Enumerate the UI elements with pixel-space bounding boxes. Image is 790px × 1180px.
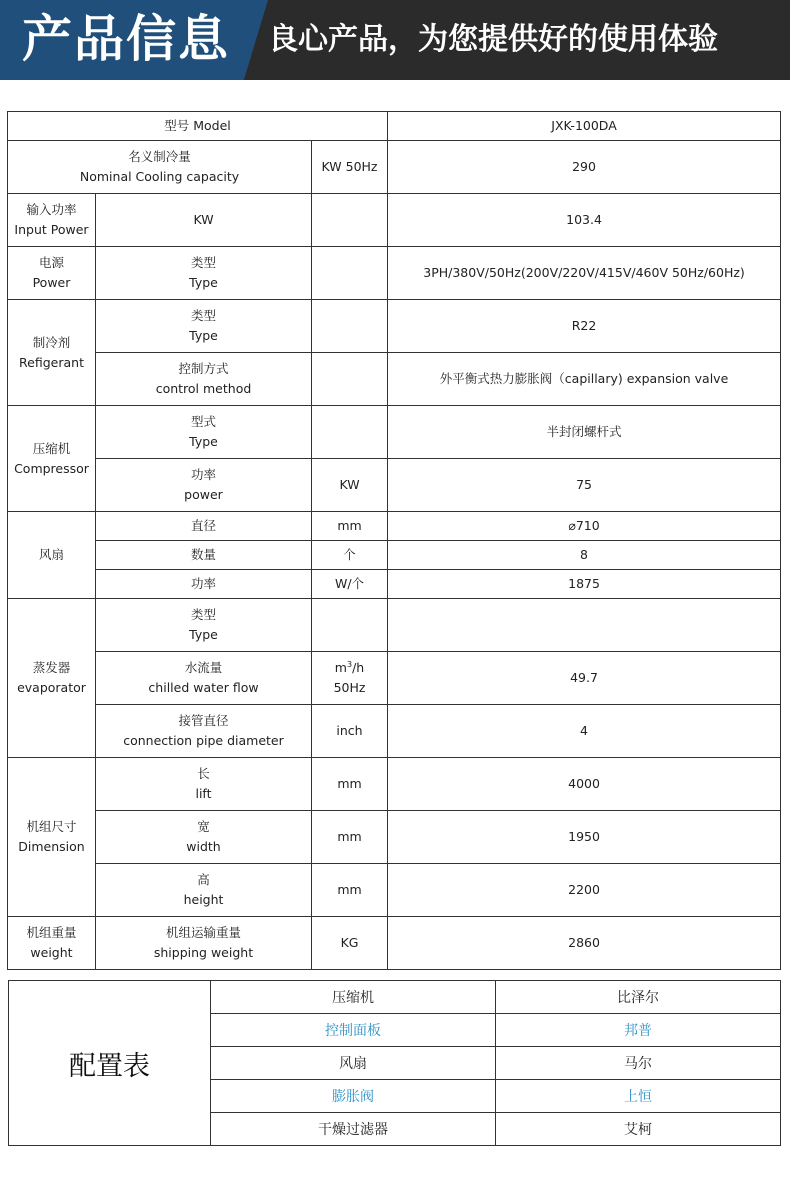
evaporator-flow-value: 49.7 — [388, 652, 781, 705]
refrigerant-label-cn: 制冷剂 — [32, 334, 71, 350]
empty-cell — [312, 406, 388, 459]
power-label — [8, 247, 96, 300]
dimension-length-cn: 长 — [197, 766, 210, 781]
evaporator-label — [8, 599, 96, 758]
weight-label-en: weight — [30, 945, 73, 960]
compressor-label — [8, 406, 96, 512]
empty-cell — [312, 599, 388, 652]
dimension-height-cn: 高 — [197, 872, 210, 887]
evaporator-flow — [96, 652, 312, 705]
config-brand: 艾柯 — [496, 1113, 781, 1146]
flow-unit-sup: 3 — [346, 659, 353, 669]
refrigerant-label-en: Refigerant — [19, 354, 84, 370]
refrigerant-label — [8, 300, 96, 406]
capacity-label-cn: 名义制冷量 — [128, 149, 191, 164]
dimension-height-unit: mm — [312, 864, 388, 917]
empty-cell — [312, 353, 388, 406]
evaporator-pipe-unit: inch — [312, 705, 388, 758]
input-power-sub: KW — [96, 194, 312, 247]
table-row — [8, 705, 781, 758]
fan-diameter-label: 直径 — [96, 512, 312, 541]
input-power-label-en: Input Power — [14, 222, 89, 237]
empty-cell — [388, 599, 781, 652]
fan-power-label: 功率 — [96, 570, 312, 599]
config-item: 干燥过滤器 — [211, 1113, 496, 1146]
dimension-height — [96, 864, 312, 917]
fan-quantity-label: 数量 — [96, 541, 312, 570]
table-row — [8, 141, 781, 194]
compressor-power-unit: KW — [312, 459, 388, 512]
fan-diameter-value: ⌀710 — [388, 512, 781, 541]
config-brand: 比泽尔 — [496, 981, 781, 1014]
model-label: 型号 Model — [8, 112, 388, 141]
compressor-type — [96, 406, 312, 459]
input-power-value: 103.4 — [388, 194, 781, 247]
dimension-length-unit: mm — [312, 758, 388, 811]
fan-quantity-value: 8 — [388, 541, 781, 570]
table-row — [8, 247, 781, 300]
config-item: 风扇 — [211, 1047, 496, 1080]
dimension-height-value: 2200 — [388, 864, 781, 917]
evaporator-type — [96, 599, 312, 652]
config-item: 控制面板 — [211, 1014, 496, 1047]
dimension-width — [96, 811, 312, 864]
table-row — [8, 570, 781, 599]
flow-unit-base: m — [334, 660, 347, 675]
page-slogan: 良心产品，为您提供好的使用体验 — [268, 22, 718, 57]
compressor-type-en: Type — [189, 434, 218, 449]
weight-value: 2860 — [388, 917, 781, 970]
evaporator-flow-en: chilled water flow — [148, 680, 259, 695]
config-table — [8, 980, 781, 1146]
table-row — [8, 758, 781, 811]
table-row — [9, 981, 781, 1014]
evaporator-pipe-value: 4 — [388, 705, 781, 758]
compressor-power-value: 75 — [388, 459, 781, 512]
table-row — [8, 864, 781, 917]
dimension-height-en: height — [183, 892, 224, 907]
fan-diameter-unit: mm — [312, 512, 388, 541]
dimension-length-en: lift — [195, 786, 212, 801]
config-brand: 上恒 — [496, 1080, 781, 1113]
refrigerant-control — [96, 353, 312, 406]
compressor-power-cn: 功率 — [190, 467, 216, 482]
evaporator-label-cn: 蒸发器 — [32, 660, 71, 675]
empty-cell — [312, 300, 388, 353]
evaporator-pipe — [96, 705, 312, 758]
evaporator-pipe-cn: 接管直径 — [178, 713, 229, 728]
empty-cell — [312, 247, 388, 300]
flow-unit-volume — [314, 658, 385, 678]
model-value: JXK-100DA — [388, 112, 781, 141]
refrigerant-type-cn: 类型 — [190, 308, 216, 323]
compressor-label-cn: 压缩机 — [32, 440, 71, 456]
evaporator-flow-unit — [312, 652, 388, 705]
page-title: 产品信息 — [22, 10, 230, 68]
config-brand: 邦普 — [496, 1014, 781, 1047]
fan-power-value: 1875 — [388, 570, 781, 599]
config-item: 压缩机 — [211, 981, 496, 1014]
fan-quantity-unit: 个 — [312, 541, 388, 570]
flow-unit-tail: /h — [352, 660, 365, 675]
refrigerant-control-en: control method — [155, 381, 252, 396]
config-title: 配置表 — [9, 981, 211, 1146]
fan-label: 风扇 — [8, 512, 96, 599]
capacity-label-en: Nominal Cooling capacity — [79, 169, 240, 184]
capacity-value: 290 — [388, 141, 781, 194]
table-row — [8, 512, 781, 541]
table-row — [8, 459, 781, 512]
flow-unit-hz: 50Hz — [333, 680, 366, 695]
spec-table — [7, 111, 781, 970]
config-item: 膨胀阀 — [211, 1080, 496, 1113]
refrigerant-type — [96, 300, 312, 353]
power-sub-cn: 类型 — [190, 255, 216, 270]
evaporator-flow-cn: 水流量 — [184, 660, 223, 675]
table-row — [8, 406, 781, 459]
compressor-type-value: 半封闭螺杆式 — [388, 406, 781, 459]
weight-unit: KG — [312, 917, 388, 970]
dimension-length-value: 4000 — [388, 758, 781, 811]
dimension-width-unit: mm — [312, 811, 388, 864]
table-row — [8, 652, 781, 705]
config-brand: 马尔 — [496, 1047, 781, 1080]
refrigerant-control-cn: 控制方式 — [178, 361, 229, 376]
dimension-width-cn: 宽 — [197, 819, 210, 834]
weight-label-cn: 机组重量 — [26, 925, 77, 940]
weight-sub-cn: 机组运输重量 — [165, 925, 241, 940]
dimension-width-en: width — [186, 839, 221, 854]
refrigerant-type-en: Type — [189, 328, 218, 343]
power-sub-en: Type — [189, 275, 218, 290]
power-sub — [96, 247, 312, 300]
refrigerant-type-value: R22 — [388, 300, 781, 353]
table-row — [8, 112, 781, 141]
dimension-width-value: 1950 — [388, 811, 781, 864]
compressor-type-cn: 型式 — [190, 414, 216, 429]
dimension-label — [8, 758, 96, 917]
weight-sub — [96, 917, 312, 970]
evaporator-type-cn: 类型 — [190, 607, 216, 622]
evaporator-pipe-en: connection pipe diameter — [123, 733, 284, 748]
table-row — [8, 194, 781, 247]
weight-label — [8, 917, 96, 970]
evaporator-label-en: evaporator — [17, 680, 86, 695]
empty-cell — [312, 194, 388, 247]
fan-power-unit: W/个 — [312, 570, 388, 599]
compressor-power — [96, 459, 312, 512]
compressor-label-en: Compressor — [14, 460, 89, 476]
dimension-length — [96, 758, 312, 811]
input-power-label-cn: 输入功率 — [26, 202, 77, 217]
power-value: 3PH/380V/50Hz(200V/220V/415V/460V 50Hz/60Hz) — [388, 247, 781, 300]
dimension-label-en: Dimension — [18, 839, 85, 854]
evaporator-type-en: Type — [189, 627, 218, 642]
table-row — [8, 541, 781, 570]
capacity-unit: KW 50Hz — [312, 141, 388, 194]
power-label-cn: 电源 — [38, 255, 64, 270]
capacity-label — [8, 141, 312, 194]
header-banner — [0, 0, 790, 80]
dimension-label-cn: 机组尺寸 — [26, 819, 77, 834]
table-row — [8, 811, 781, 864]
input-power-label — [8, 194, 96, 247]
table-row — [8, 599, 781, 652]
table-row — [8, 353, 781, 406]
table-row — [8, 917, 781, 970]
table-row — [8, 300, 781, 353]
power-label-en: Power — [32, 275, 71, 290]
weight-sub-en: shipping weight — [153, 945, 254, 960]
compressor-power-en: power — [184, 487, 223, 502]
refrigerant-control-value: 外平衡式热力膨胀阀（capillary) expansion valve — [388, 353, 781, 406]
